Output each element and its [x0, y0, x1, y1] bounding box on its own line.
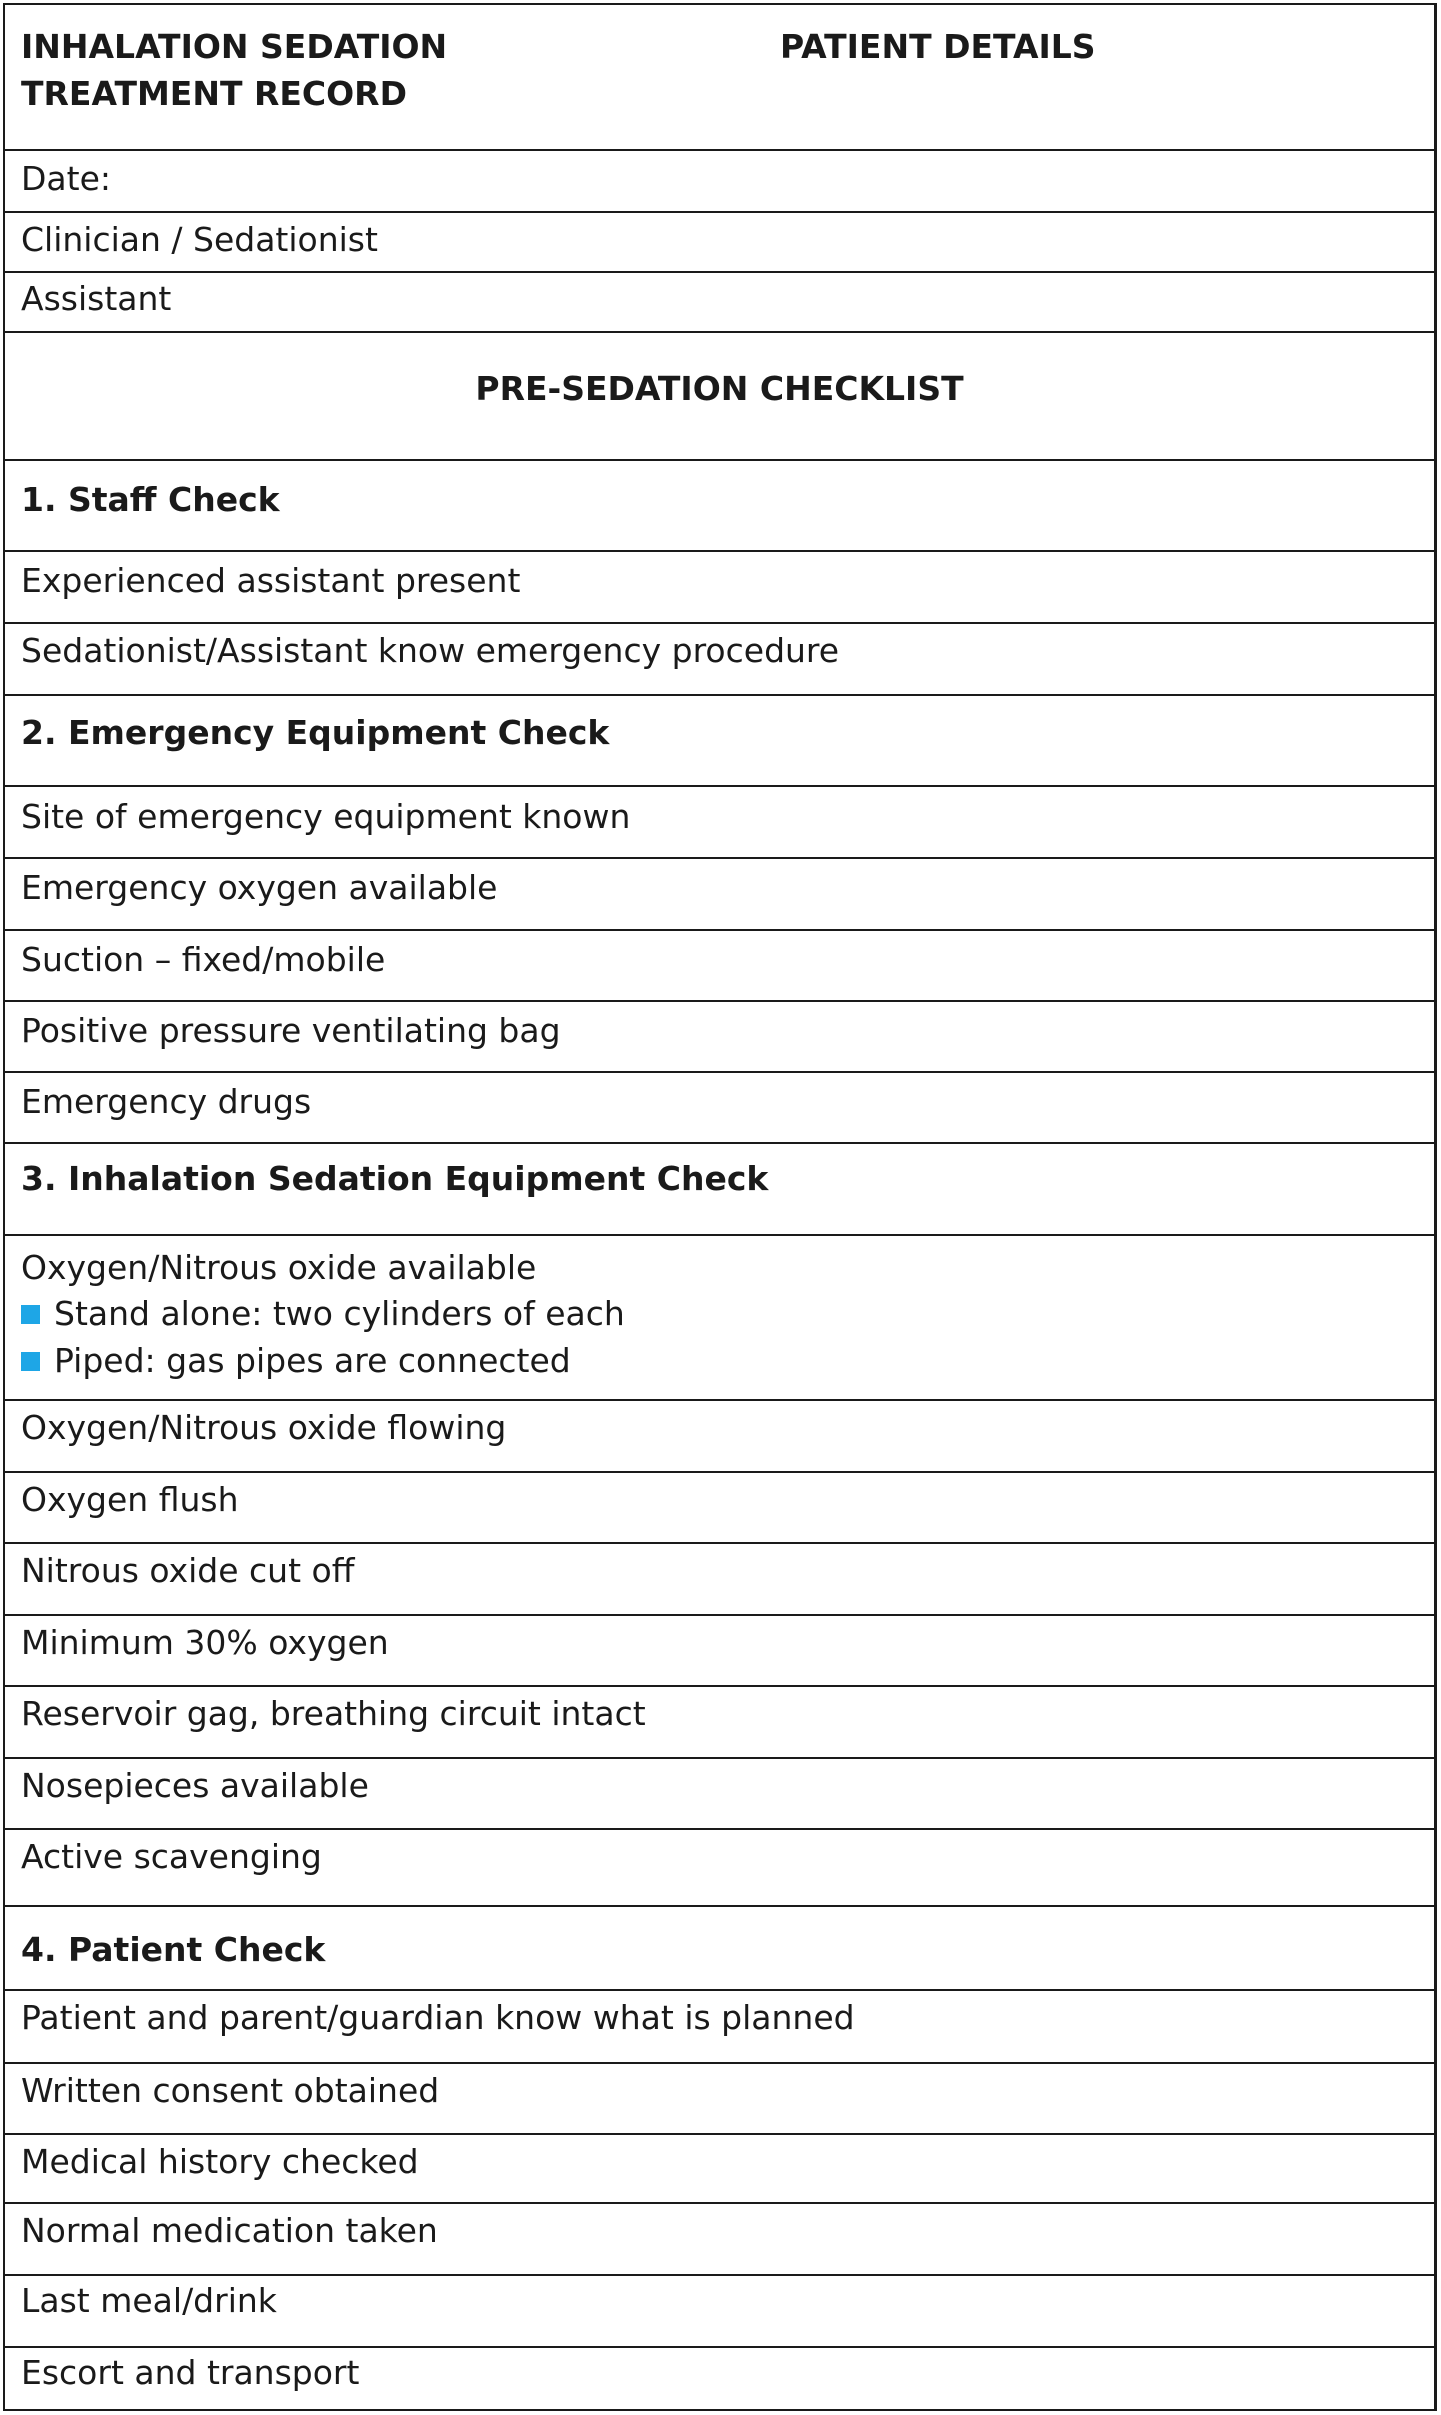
bullet-text: Piped: gas pipes are connected	[54, 1341, 571, 1380]
checklist-item-gas-available[interactable]	[5, 1236, 1434, 1401]
section-heading-label: 4. Patient Check	[21, 1930, 326, 1969]
header-row	[5, 5, 1434, 151]
checklist-item[interactable]	[5, 552, 1434, 624]
checklist-item[interactable]	[5, 1401, 1434, 1473]
checklist-item[interactable]	[5, 1002, 1434, 1073]
checklist-item[interactable]	[5, 931, 1434, 1002]
square-bullet-icon	[21, 1352, 40, 1371]
checklist-item-label: Site of emergency equipment known	[21, 797, 631, 836]
checklist-item-label: Written consent obtained	[21, 2071, 440, 2110]
patient-details-heading: PATIENT DETAILS	[780, 27, 1096, 66]
checklist-item-label: Nitrous oxide cut off	[21, 1551, 355, 1590]
assistant-field[interactable]	[5, 273, 1434, 333]
clinician-label: Clinician / Sedationist	[21, 220, 378, 259]
checklist-item-label: Suction – fixed/mobile	[21, 940, 386, 979]
checklist-item-label: Normal medication taken	[21, 2211, 438, 2250]
assistant-label: Assistant	[21, 279, 172, 318]
checklist-item-label: Experienced assistant present	[21, 561, 521, 600]
checklist-item[interactable]	[5, 1544, 1434, 1616]
checklist-item-label: Oxygen/Nitrous oxide flowing	[21, 1408, 507, 1447]
section-heading-label: 2. Emergency Equipment Check	[21, 713, 610, 752]
form-title-line1: INHALATION SEDATION	[21, 27, 448, 66]
checklist-item-label: Emergency oxygen available	[21, 868, 498, 907]
checklist-title-row	[5, 333, 1434, 461]
checklist-item-label: Patient and parent/guardian know what is planned	[21, 1998, 855, 2037]
checklist-item[interactable]	[5, 1759, 1434, 1830]
checklist-item[interactable]	[5, 2064, 1434, 2135]
date-field[interactable]	[5, 151, 1434, 213]
checklist-item[interactable]	[5, 2348, 1434, 2411]
checklist-item-label: Medical history checked	[21, 2142, 419, 2181]
section-heading-label: 3. Inhalation Sedation Equipment Check	[21, 1159, 769, 1198]
checklist-item[interactable]	[5, 1830, 1434, 1907]
checklist-item[interactable]	[5, 1687, 1434, 1759]
clinician-field[interactable]	[5, 213, 1434, 273]
checklist-item-label: Reservoir gag, breathing circuit intact	[21, 1694, 646, 1733]
checklist-item-label: Positive pressure ventilating bag	[21, 1011, 561, 1050]
checklist-item[interactable]	[5, 624, 1434, 696]
section-heading-staff	[5, 461, 1434, 552]
checklist-item[interactable]	[5, 787, 1434, 859]
checklist-item[interactable]	[5, 2276, 1434, 2348]
checklist-item[interactable]	[5, 1616, 1434, 1687]
bullet-item	[21, 1338, 571, 1384]
treatment-record-form	[3, 3, 1437, 2411]
checklist-item-label: Nosepieces available	[21, 1766, 369, 1805]
checklist-item-label: Sedationist/Assistant know emergency procedure	[21, 631, 840, 670]
checklist-item-label: Escort and transport	[21, 2353, 360, 2392]
checklist-item[interactable]	[5, 859, 1434, 931]
checklist-item[interactable]	[5, 2135, 1434, 2204]
checklist-item[interactable]	[5, 1473, 1434, 1544]
checklist-item[interactable]	[5, 1991, 1434, 2064]
form-title	[21, 23, 447, 117]
bullet-item	[21, 1291, 625, 1337]
section-heading-patient	[5, 1907, 1434, 1991]
bullet-text: Stand alone: two cylinders of each	[54, 1294, 625, 1333]
checklist-item-label: Emergency drugs	[21, 1082, 312, 1121]
section-heading-label: 1. Staff Check	[21, 480, 280, 519]
checklist-item[interactable]	[5, 2204, 1434, 2276]
square-bullet-icon	[21, 1305, 40, 1324]
date-label: Date:	[21, 159, 111, 198]
form-title-line2: TREATMENT RECORD	[21, 74, 407, 113]
checklist-item-label: Minimum 30% oxygen	[21, 1623, 389, 1662]
section-heading-inhalation	[5, 1144, 1434, 1236]
checklist-item-label: Active scavenging	[21, 1837, 322, 1876]
checklist-item-label: Last meal/drink	[21, 2281, 277, 2320]
section-heading-emergency	[5, 696, 1434, 787]
checklist-item[interactable]	[5, 1073, 1434, 1144]
checklist-item-label: Oxygen/Nitrous oxide available	[21, 1248, 537, 1287]
checklist-item-label: Oxygen flush	[21, 1480, 239, 1519]
checklist-title: PRE-SEDATION CHECKLIST	[475, 369, 964, 408]
